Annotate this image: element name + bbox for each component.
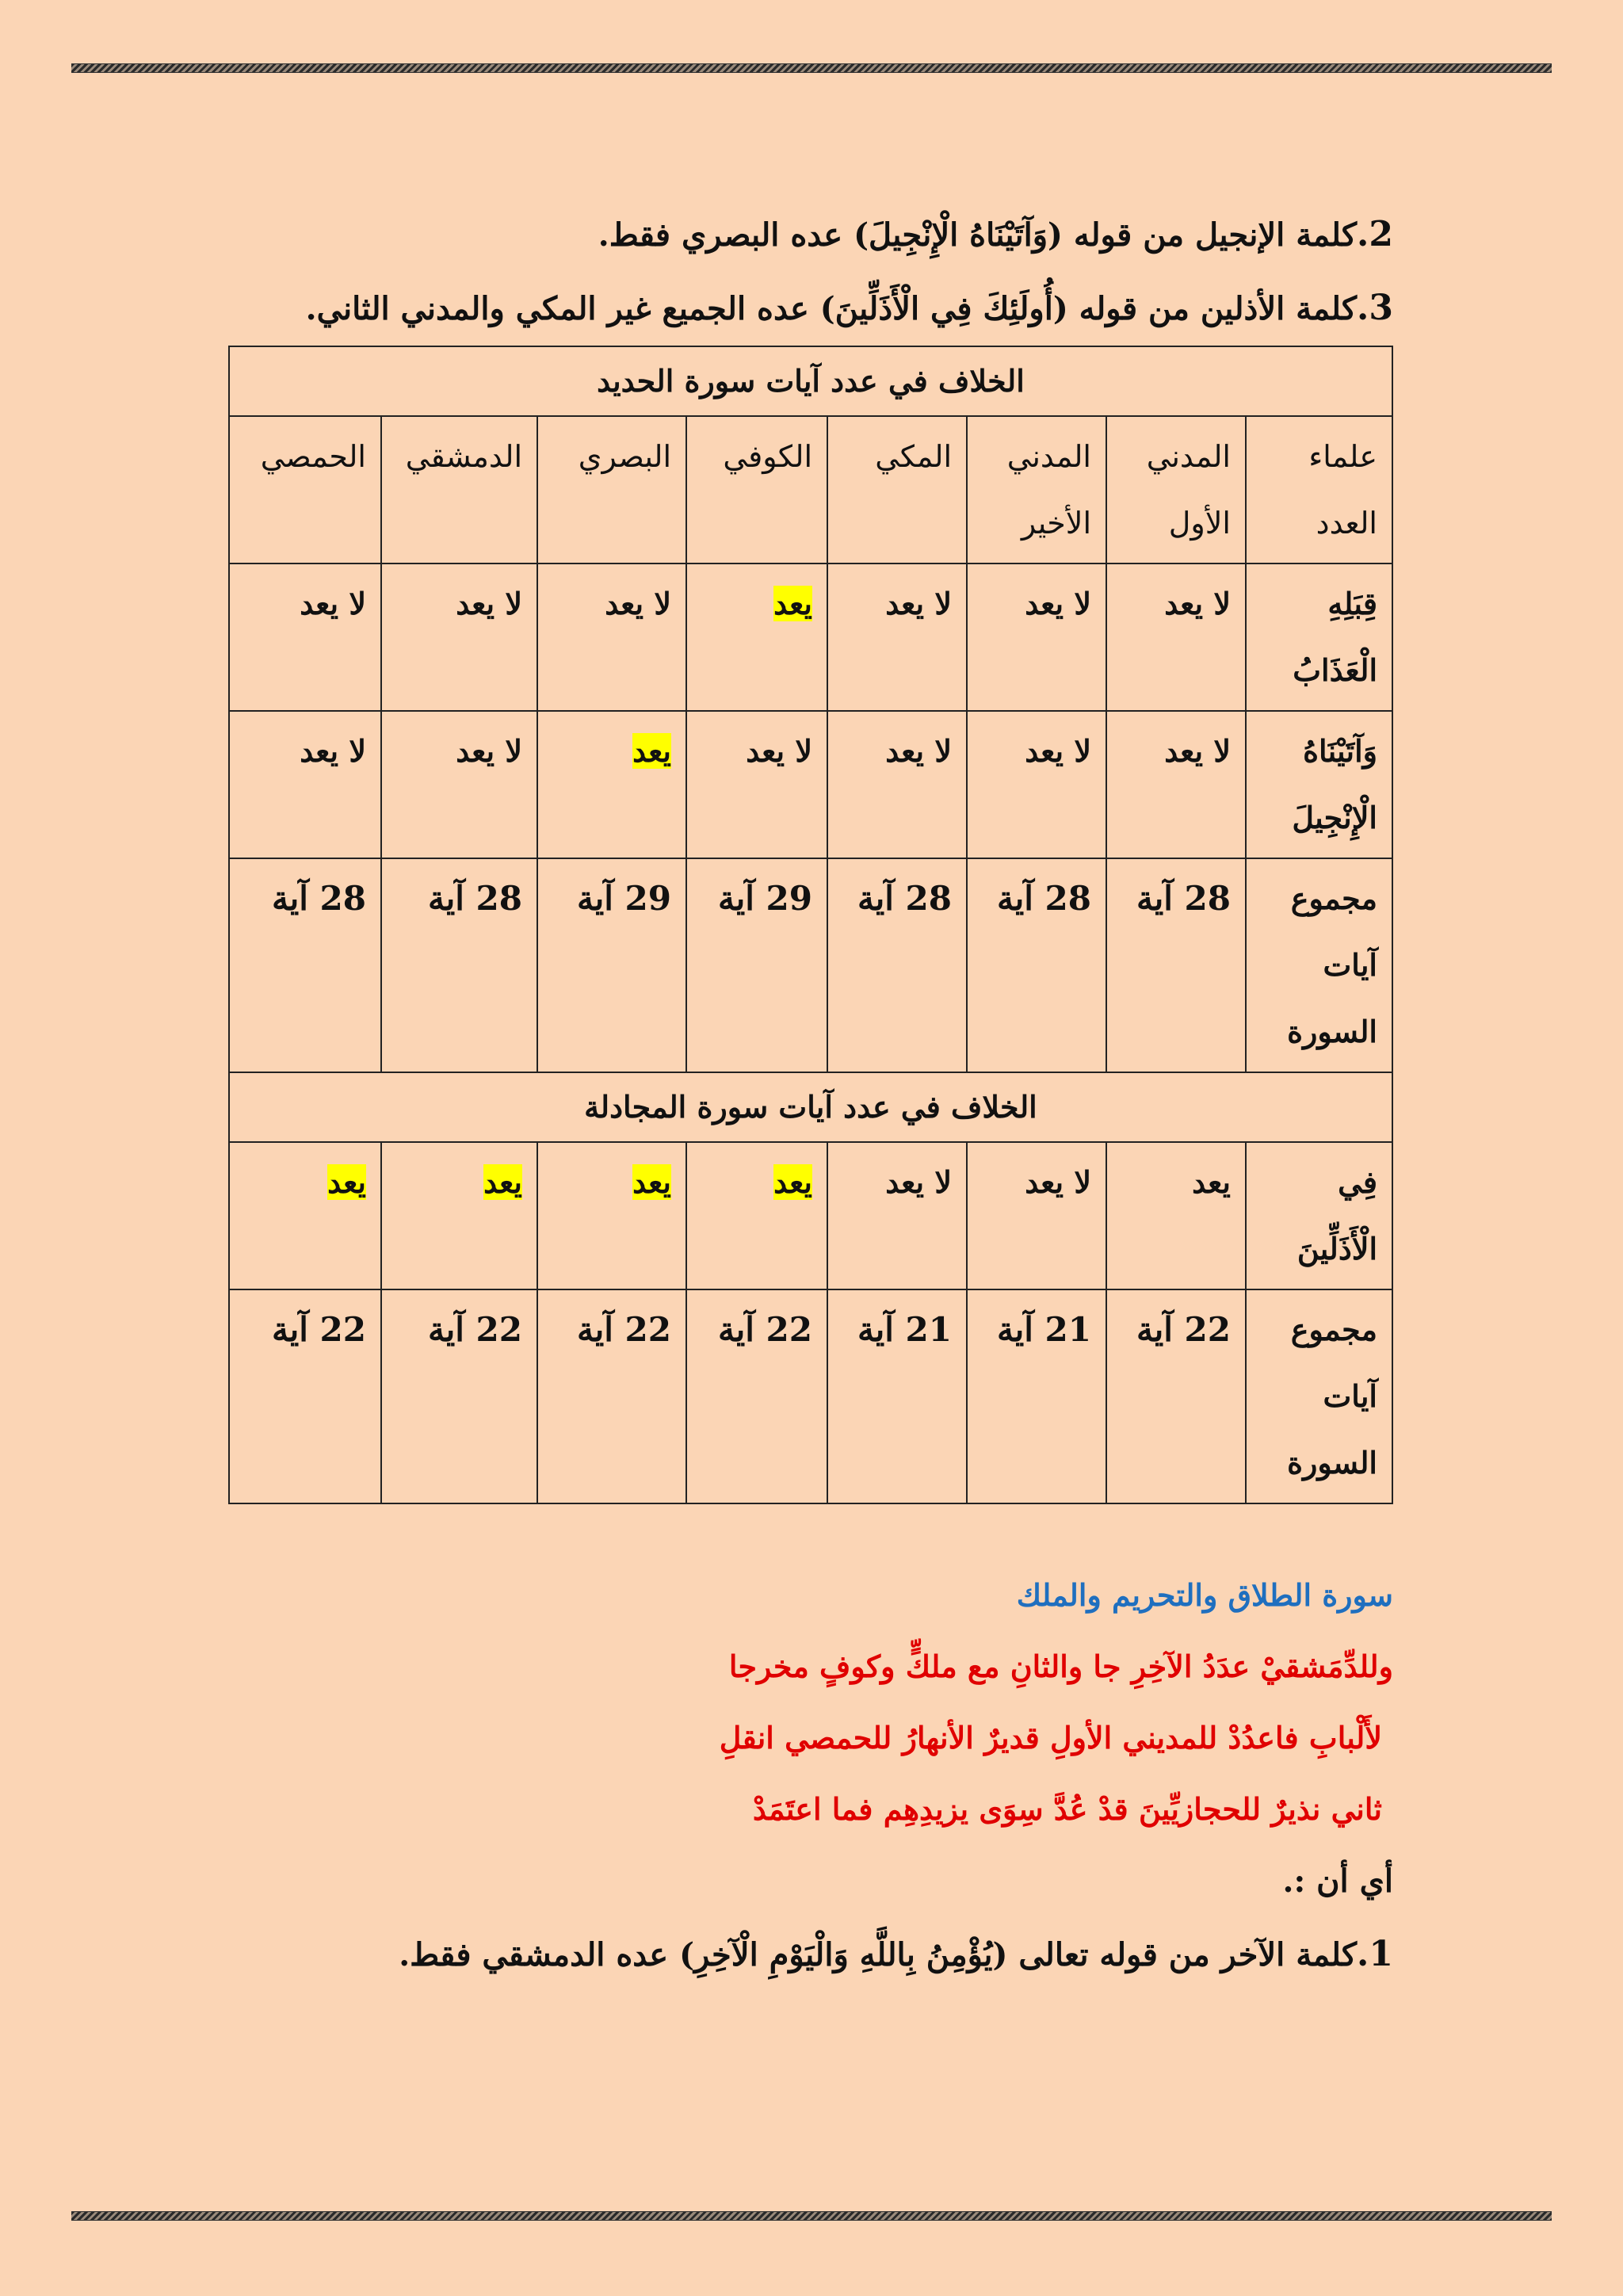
point-1: 1.كلمة الآخر من قوله تعالى (يُؤْمِنُ بِاللَّهِ وَالْيَوْمِ الْآخِرِ) عده الدمشقي فقط. [399,1934,1393,1974]
highlighted-value: يعد [773,586,812,621]
table-cell [537,711,686,858]
cell-value: لا يعد [885,1164,952,1200]
cell-value: 22 آية [1136,1310,1231,1349]
header-cell: المكي [827,416,967,563]
cell-value: لا يعد [300,586,366,621]
table-cell [1106,1142,1246,1289]
header-cell: المدني الأول [1106,416,1246,563]
cell-value: لا يعد [1025,733,1091,769]
table-cell [967,858,1106,1072]
cell-value: 29 آية [718,879,812,918]
table-cell [537,858,686,1072]
row-label-cell: قِبَلِهِ الْعَذَابُ [1246,563,1392,711]
section-talaq [230,1560,1393,1992]
poem-line: وللدِّمَشقيْ عدَدُ الآخِرِ جا والثانِ مع ملكٍّ وكوفٍ مخرجا [728,1648,1393,1684]
table-title-row [229,346,1392,416]
header-cell: المدني الأخير [967,416,1106,563]
cell-value: لا يعد [1025,1164,1091,1200]
table-cell [1106,711,1246,858]
table-cell [229,711,381,858]
table-cell [1106,563,1246,711]
table-cell [381,858,537,1072]
table-cell [381,1142,537,1289]
header-cell: الدمشقي [381,416,537,563]
table-cell [537,563,686,711]
table-row [229,1289,1392,1503]
cell-value: لا يعد [1164,586,1231,621]
table-cell [229,858,381,1072]
cell-value: 28 آية [272,879,366,918]
cell-value: لا يعد [456,586,522,621]
cell-value: 28 آية [997,879,1091,918]
table-cell [827,1142,967,1289]
table-cell [967,711,1106,858]
table-cell [686,858,827,1072]
page-content [230,198,1393,1992]
table-row [229,1142,1392,1289]
header-cell: الكوفي [686,416,827,563]
cell-value: 28 آية [428,879,522,918]
cell-value: لا يعد [605,586,671,621]
table-row [229,563,1392,711]
table-cell [229,563,381,711]
table-cell [381,1289,537,1503]
cell-value: 22 آية [577,1310,671,1349]
cell-value: 22 آية [272,1310,366,1349]
table-cell [229,1289,381,1503]
point-3: 3.كلمة الأذلين من قوله (أُولَئِكَ فِي الْأَذَلِّينَ) عده الجميع غير المكي والمدني الثاني. [305,288,1393,328]
highlighted-value: يعد [632,733,671,769]
cell-value: 28 آية [857,879,952,918]
cell-value: لا يعد [746,733,812,769]
verse-count-table [228,346,1393,1504]
highlighted-value: يعد [773,1164,812,1200]
cell-value: لا يعد [885,586,952,621]
cell-value: يعد [1192,1164,1231,1200]
highlighted-value: يعد [632,1164,671,1200]
table-cell [381,563,537,711]
table-cell [967,563,1106,711]
highlighted-value: يعد [483,1164,522,1200]
table-cell [967,1289,1106,1503]
row-label-cell: وَآتَيْنَاهُ الْإِنْجِيلَ [1246,711,1392,858]
table-cell [686,563,827,711]
cell-value: 29 آية [577,879,671,918]
poem-line: ثاني نذيرٌ للحجازيِّينَ قدْ عُدَّ سِوَى يزيدِهِم فما اعتَمَدْ [752,1791,1382,1827]
table-header-row [229,416,1392,563]
cell-value: لا يعد [456,733,522,769]
table-cell [827,1289,967,1503]
cell-value: 22 آية [718,1310,812,1349]
table-cell [381,711,537,858]
cell-value: لا يعد [885,733,952,769]
header-cell: الحمصي [229,416,381,563]
table-cell [229,1142,381,1289]
table-title-mujadala: الخلاف في عدد آيات سورة المجادلة [229,1072,1392,1142]
table-row [229,858,1392,1072]
table-cell [537,1142,686,1289]
table-cell [686,1289,827,1503]
cell-value: لا يعد [300,733,366,769]
cell-value: لا يعد [1025,586,1091,621]
cell-value: لا يعد [1164,733,1231,769]
poem-line: لأَلْبابِ فاعدُدْ للمديني الأولِ قديرٌ الأنهارُ للحمصي انقلِ [719,1720,1382,1755]
highlighted-value: يعد [327,1164,366,1200]
table-cell [827,563,967,711]
table-row [229,711,1392,858]
section-heading: سورة الطلاق والتحريم والملك [1016,1577,1393,1613]
table-cell [537,1289,686,1503]
table-title-row [229,1072,1392,1142]
table-cell [827,711,967,858]
row-label-cell: فِي الْأَذَلِّينَ [1246,1142,1392,1289]
point-2: 2.كلمة الإنجيل من قوله (وَآتَيْنَاهُ الْإِنْجِيلَ) عده البصري فقط. [598,214,1393,254]
intro-text: أي أن :. [1282,1862,1393,1900]
header-cell: علماء العدد [1246,416,1392,563]
row-label-cell: مجموع آيات السورة [1246,1289,1392,1503]
cell-value: 22 آية [428,1310,522,1349]
table-title-hadid: الخلاف في عدد آيات سورة الحديد [229,346,1392,416]
cell-value: 28 آية [1136,879,1231,918]
table-cell [967,1142,1106,1289]
table-cell [827,858,967,1072]
row-label-cell: مجموع آيات السورة [1246,858,1392,1072]
table-cell [1106,1289,1246,1503]
header-cell: البصري [537,416,686,563]
table-cell [686,1142,827,1289]
bottom-decorative-rule [71,2211,1552,2221]
top-decorative-rule [71,63,1552,73]
cell-value: 21 آية [997,1310,1091,1349]
cell-value: 21 آية [857,1310,952,1349]
table-cell [1106,858,1246,1072]
table-cell [686,711,827,858]
